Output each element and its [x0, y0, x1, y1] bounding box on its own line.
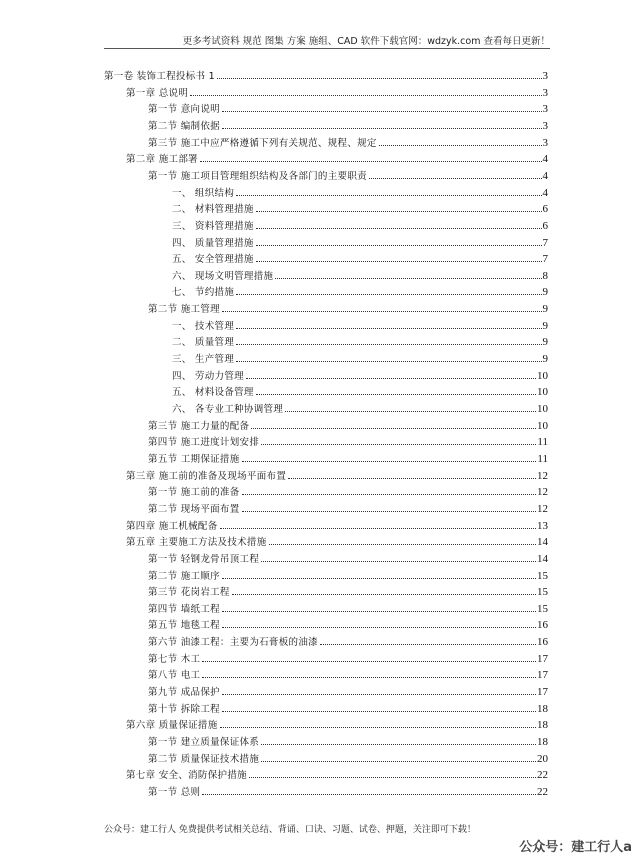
toc-entry-page: 9	[542, 336, 548, 349]
toc-entry-label: 第三节 花岗岩工程	[148, 587, 230, 599]
toc-entry[interactable]	[172, 316, 548, 332]
toc-entry[interactable]	[172, 233, 548, 249]
toc-entry-page: 12	[537, 502, 548, 515]
toc-entry-label: 第十节 拆除工程	[148, 703, 220, 715]
toc-leader-dots	[369, 178, 542, 179]
toc-entry[interactable]	[172, 199, 548, 215]
toc-entry[interactable]	[172, 249, 548, 265]
toc-entry-label: 第二节 施工顺序	[148, 570, 220, 582]
toc-entry-page: 7	[542, 236, 548, 249]
toc-entry-page: 10	[537, 403, 548, 415]
toc-leader-dots	[202, 794, 536, 795]
toc-leader-dots	[222, 611, 536, 612]
toc-entry[interactable]	[172, 183, 548, 199]
toc-leader-dots	[200, 161, 542, 162]
toc-entry[interactable]	[126, 715, 548, 731]
toc-entry[interactable]	[148, 416, 548, 432]
toc-entry-page: 18	[537, 719, 548, 732]
toc-entry-label: 一、 组织结构	[172, 187, 235, 199]
toc-leader-dots	[288, 478, 536, 479]
toc-entry[interactable]	[148, 482, 548, 498]
toc-leader-dots	[256, 394, 536, 395]
toc-entry-page: 16	[537, 619, 548, 632]
toc-entry[interactable]	[148, 782, 548, 798]
toc-entry[interactable]	[172, 332, 548, 348]
toc-leader-dots	[261, 561, 536, 562]
toc-entry-label: 四、 劳动力管理	[172, 370, 244, 382]
toc-entry-label: 第一节 总则	[148, 786, 201, 798]
toc-entry-label: 第五节 工期保证措施	[148, 453, 240, 465]
toc-entry[interactable]	[148, 632, 548, 648]
toc-entry-page: 11	[537, 436, 548, 449]
toc-entry-label: 第三节 施工力量的配备	[148, 420, 250, 432]
toc-entry[interactable]	[148, 133, 548, 149]
toc-entry-page: 3	[542, 103, 548, 116]
toc-entry-label: 第二节 质量保证技术措施	[148, 753, 260, 765]
toc-entry-page: 22	[537, 769, 548, 782]
toc-entry-label: 第三章 施工前的准备及现场平面布置	[126, 470, 287, 482]
toc-entry[interactable]	[148, 649, 548, 665]
toc-leader-dots	[249, 777, 536, 778]
toc-entry-label: 五、 材料设备管理	[172, 387, 254, 399]
toc-leader-dots	[222, 128, 542, 129]
toc-entry-label: 第六节 油漆工程：主要为石膏板的油漆	[148, 637, 318, 649]
toc-entry-page: 13	[537, 519, 548, 532]
toc-entry-label: 第二章 施工部署	[126, 154, 198, 166]
toc-entry-page: 9	[542, 319, 548, 332]
toc-entry-page: 10	[537, 369, 548, 382]
toc-entry[interactable]	[172, 266, 548, 282]
toc-entry-label: 第四节 墙纸工程	[148, 603, 220, 615]
toc-entry[interactable]	[148, 166, 548, 182]
toc-entry[interactable]	[148, 116, 548, 132]
header-divider	[104, 48, 550, 49]
toc-entry-page: 7	[542, 253, 548, 266]
toc-entry[interactable]	[148, 549, 548, 565]
toc-entry-page: 12	[537, 469, 548, 482]
toc-entry[interactable]	[148, 582, 548, 598]
toc-entry[interactable]	[148, 699, 548, 715]
toc-entry-page: 10	[537, 419, 548, 432]
toc-leader-dots	[222, 578, 536, 579]
toc-entry-label: 第五节 地毯工程	[148, 620, 220, 632]
toc-entry-label: 第一节 意向说明	[148, 104, 220, 116]
toc-entry-label: 二、 质量管理	[172, 337, 235, 349]
toc-entry[interactable]	[148, 432, 548, 448]
toc-leader-dots	[222, 711, 536, 712]
toc-entry-label: 第四章 施工机械配备	[126, 520, 218, 532]
toc-entry-page: 14	[537, 552, 548, 565]
toc-leader-dots	[261, 444, 536, 445]
toc-entry-page: 4	[542, 169, 548, 182]
toc-entry-page: 18	[537, 736, 548, 748]
toc-leader-dots	[217, 78, 542, 79]
toc-leader-dots	[236, 294, 541, 295]
toc-entry-page: 3	[542, 136, 548, 149]
toc-entry-label: 五、 安全管理措施	[172, 254, 254, 266]
toc-entry-page: 18	[537, 702, 548, 715]
toc-entry-label: 第一节 施工项目管理组织结构及各部门的主要职责	[148, 170, 367, 182]
toc-entry-label: 第七节 木工	[148, 653, 201, 665]
toc-leader-dots	[236, 195, 541, 196]
toc-leader-dots	[242, 494, 536, 495]
toc-entry[interactable]	[148, 449, 548, 465]
toc-leader-dots	[275, 278, 541, 279]
toc-entry-label: 三、 生产管理	[172, 354, 235, 366]
toc-entry-page: 22	[537, 785, 548, 798]
toc-entry[interactable]	[172, 366, 548, 382]
toc-entry[interactable]	[126, 149, 548, 165]
toc-leader-dots	[246, 378, 536, 379]
toc-entry-label: 第三节 施工中应严格遵循下列有关规范、规程、规定	[148, 137, 377, 149]
toc-leader-dots	[261, 744, 536, 745]
page-footer: 公众号：建工行人 免费提供考试相关总结、背诵、口诀、习题、试卷、押题，关注即可下载！	[104, 825, 476, 835]
toc-entry[interactable]	[148, 566, 548, 582]
toc-entry-page: 15	[537, 586, 548, 599]
toc-entry-page: 9	[542, 353, 548, 366]
toc-entry[interactable]	[172, 216, 548, 232]
toc-leader-dots	[269, 544, 536, 545]
toc-leader-dots	[222, 627, 536, 628]
toc-entry-page: 3	[542, 119, 548, 132]
toc-entry-label: 第二节 现场平面布置	[148, 503, 240, 515]
toc-entry-label: 第九节 成品保护	[148, 687, 220, 699]
toc-entry-page: 15	[537, 602, 548, 615]
toc-entry-page: 10	[537, 386, 548, 399]
toc-entry-label: 三、 资料管理措施	[172, 220, 254, 232]
toc-entry-label: 第六章 质量保证措施	[126, 720, 218, 732]
toc-leader-dots	[285, 411, 536, 412]
toc-entry-page: 17	[537, 669, 548, 682]
toc-entry-page: 12	[537, 486, 548, 499]
toc-entry-label: 二、 材料管理措施	[172, 204, 254, 216]
toc-entry-label: 六、 现场文明管理措施	[172, 270, 274, 282]
toc-entry[interactable]	[126, 532, 548, 548]
toc-entry-label: 第七章 安全、消防保护措施	[126, 770, 247, 782]
toc-leader-dots	[222, 311, 542, 312]
toc-entry-label: 第一卷 装饰工程投标书 1	[104, 71, 215, 82]
toc-leader-dots	[232, 594, 536, 595]
toc-entry[interactable]	[126, 765, 548, 781]
toc-entry[interactable]	[126, 516, 548, 532]
toc-entry[interactable]	[172, 349, 548, 365]
toc-leader-dots	[379, 145, 542, 146]
toc-leader-dots	[261, 761, 536, 762]
toc-entry-label: 七、 节约措施	[172, 287, 235, 299]
toc-entry[interactable]	[148, 299, 548, 315]
toc-entry-label: 第二节 施工管理	[148, 304, 220, 316]
toc-leader-dots	[220, 528, 536, 529]
toc-entry[interactable]	[172, 399, 548, 415]
toc-entry[interactable]	[148, 599, 548, 615]
toc-leader-dots	[222, 111, 542, 112]
toc-entry-label: 第一节 建立质量保证体系	[148, 737, 260, 748]
toc-entry[interactable]	[148, 615, 548, 631]
toc-leader-dots	[320, 644, 536, 645]
toc-entry-page: 6	[542, 219, 548, 232]
toc-entry[interactable]	[104, 66, 548, 82]
toc-entry[interactable]	[148, 665, 548, 681]
toc-entry[interactable]	[172, 382, 548, 398]
toc-entry-label: 第一节 轻钢龙骨吊顶工程	[148, 553, 260, 565]
toc-entry[interactable]	[126, 466, 548, 482]
watermark-text: 公众号：建工行人a	[519, 840, 632, 855]
toc-entry[interactable]	[148, 749, 548, 765]
toc-entry[interactable]	[148, 99, 548, 115]
toc-entry-page: 8	[542, 269, 548, 282]
toc-entry-label: 第四节 施工进度计划安排	[148, 437, 260, 449]
toc-entry-label: 四、 质量管理措施	[172, 237, 254, 249]
toc-entry-page: 9	[542, 303, 548, 316]
toc-entry-page: 17	[537, 686, 548, 699]
toc-leader-dots	[236, 344, 541, 345]
toc-entry-label: 第五章 主要施工方法及技术措施	[126, 537, 267, 549]
toc-entry-page: 15	[537, 569, 548, 582]
toc-leader-dots	[222, 694, 536, 695]
toc-entry[interactable]	[148, 499, 548, 515]
toc-entry-page: 4	[542, 153, 548, 166]
toc-entry-page: 3	[542, 86, 548, 99]
toc-entry-label: 第二节 编制依据	[148, 120, 220, 132]
page-header: 更多考试资料 规范 图集 方案 施组、CAD 软件下载官网：wdzyk.com 查看每日更新！	[182, 36, 550, 47]
toc-leader-dots	[202, 677, 536, 678]
toc-leader-dots	[242, 461, 537, 462]
toc-entry-label: 第八节 电工	[148, 670, 201, 682]
toc-leader-dots	[202, 661, 536, 662]
toc-entry-label: 第一章 总说明	[126, 87, 189, 99]
toc-leader-dots	[256, 211, 542, 212]
toc-leader-dots	[256, 245, 542, 246]
toc-entry-label: 一、 技术管理	[172, 320, 235, 332]
toc-entry[interactable]	[148, 682, 548, 698]
toc-leader-dots	[236, 361, 541, 362]
toc-leader-dots	[251, 428, 536, 429]
toc-entry-page: 20	[537, 752, 548, 765]
toc-entry-page: 9	[542, 286, 548, 299]
toc-entry-page: 11	[537, 452, 548, 465]
toc-leader-dots	[190, 95, 541, 96]
toc-entry-page: 6	[542, 203, 548, 216]
toc-entry-label: 第一节 施工前的准备	[148, 487, 240, 499]
toc-leader-dots	[256, 261, 542, 262]
toc-leader-dots	[256, 228, 542, 229]
toc-entry-page: 3	[542, 70, 548, 82]
toc-entry-page: 4	[542, 186, 548, 199]
toc-leader-dots	[220, 727, 536, 728]
toc-entry-page: 16	[537, 636, 548, 649]
toc-leader-dots	[236, 328, 541, 329]
toc-leader-dots	[242, 511, 536, 512]
toc-entry-label: 六、 各专业工种协调管理	[172, 404, 284, 415]
toc-entry[interactable]	[126, 83, 548, 99]
toc-entry-page: 14	[537, 536, 548, 549]
toc-entry[interactable]	[148, 732, 548, 748]
toc-entry-page: 17	[537, 652, 548, 665]
toc-entry[interactable]	[172, 282, 548, 298]
